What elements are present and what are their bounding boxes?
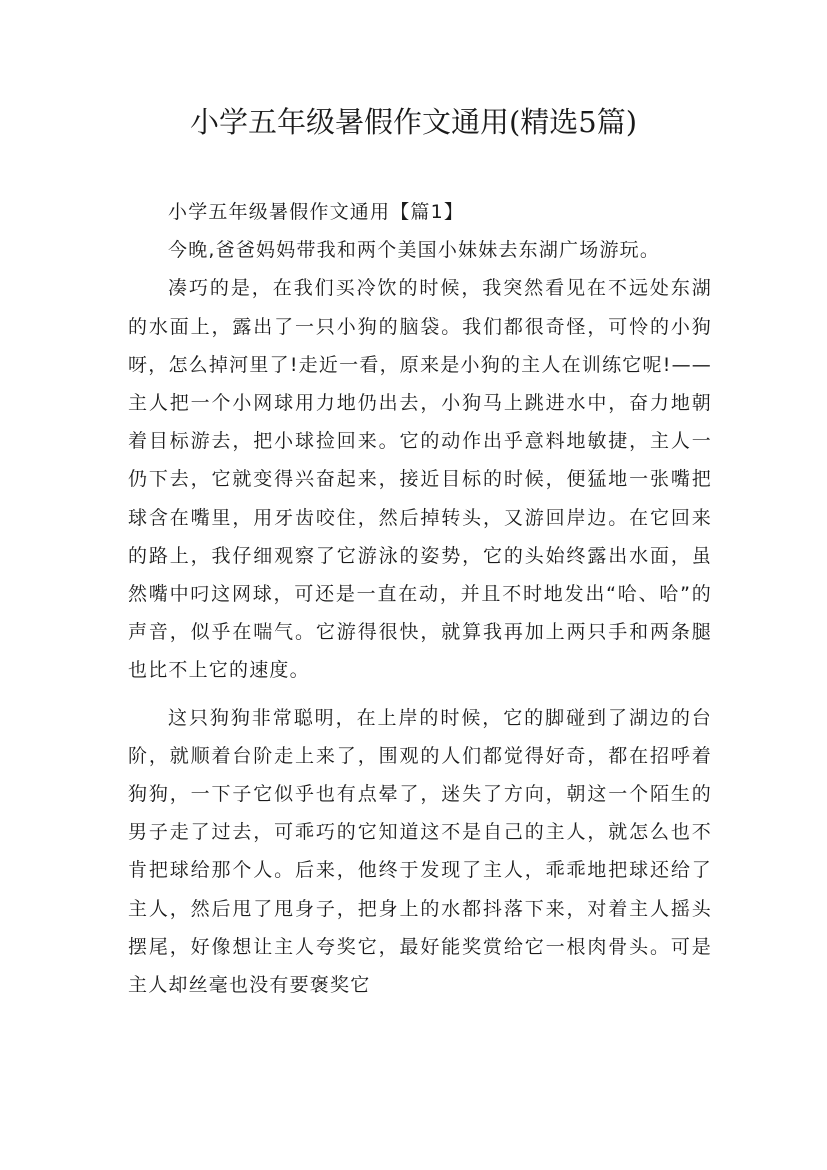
document-title: 小学五年级暑假作文通用(精选5篇) [189,105,638,139]
section-heading: 小学五年级暑假作文通用【篇1】 [168,201,465,223]
paragraph-1: 今晚,爸爸妈妈带我和两个美国小妹妹去东湖广场游玩。 [168,239,661,262]
document-body [128,193,712,1004]
paragraph-2: 凑巧的是，在我们买冷饮的时候，我突然看见在不远处东湖的水面上，露出了一只小狗的脑袋。我们都很奇怪，可怜的小狗呀，怎么掉河里了!走近一看，原来是小狗的主人在训练它呢!——主人把一个小网球用力地仍出去，小狗马上跳进水中，奋力地朝着目标游去，把小球捡回来。它的动作出乎意料地敏捷，主人一仍下去，它就变得兴奋起来，接近目标的时候，便猛地一张嘴把球含在嘴里，用牙齿咬住，然后掉转头，又游回岸边。在它回来的路上，我仔细观察了它游泳的姿势，它的头始终露出水面，虽然嘴中叼这网球，可还是一直在动，并且不时地发出“哈、哈”的声音，似乎在喘气。它游得很快，就算我再加上两只手和两条腿也比不上它的速度。 [128,277,712,682]
paragraph-3: 这只狗狗非常聪明，在上岸的时候，它的脚碰到了湖边的台阶，就顺着台阶走上来了，围观的人们都觉得好奇，都在招呼着狗狗，一下子它似乎也有点晕了，迷失了方向，朝这一个陌生的男子走了过去，可乖巧的它知道这不是自己的主人，就怎么也不肯把球给那个人。后来，他终于发现了主人，乖乖地把球还给了主人，然后甩了甩身子，把身上的水都抖落下来，对着主人摇头摆尾，好像想让主人夸奖它，最好能奖赏给它一根肉骨头。可是主人却丝毫也没有要褒奖它 [128,706,712,997]
